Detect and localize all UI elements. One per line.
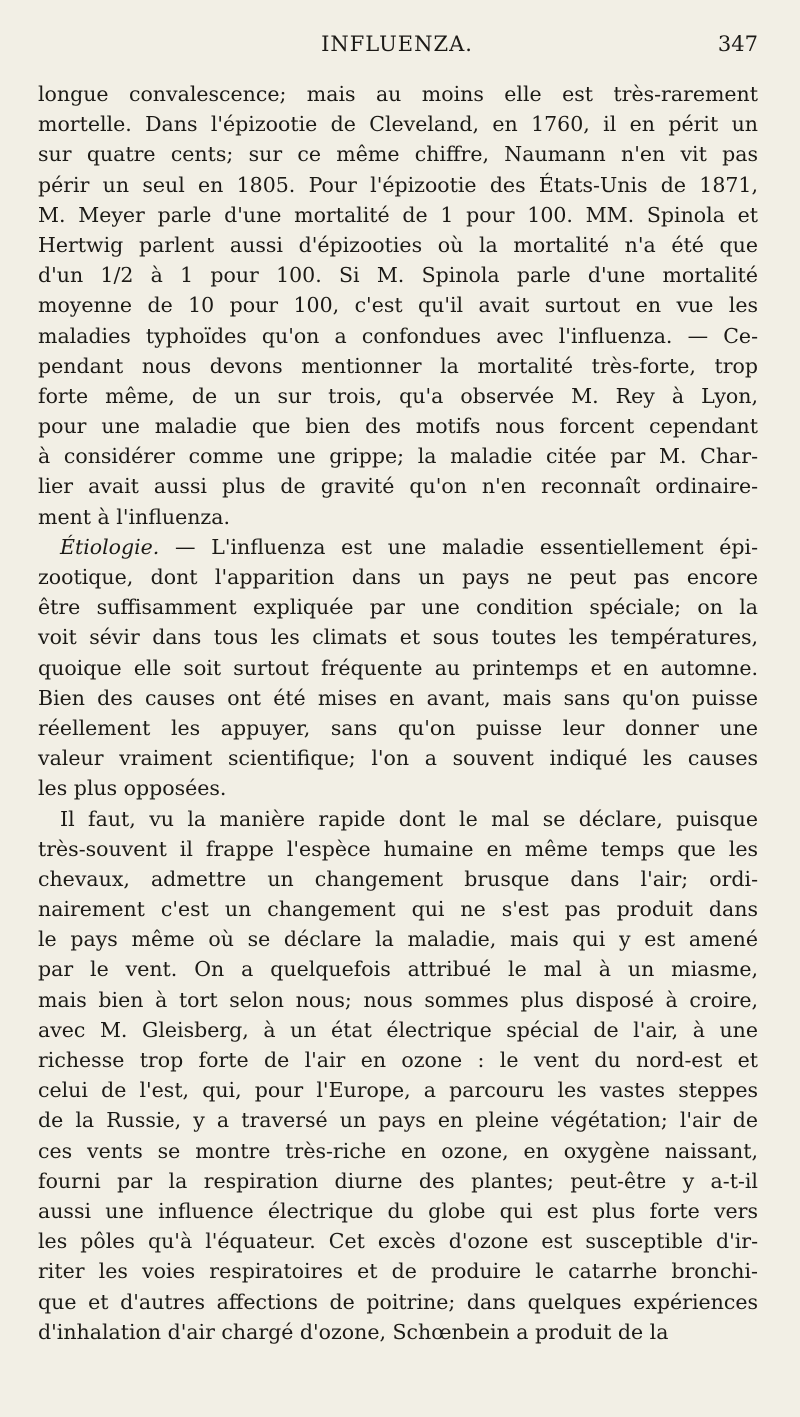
running-title: INFLUENZA.	[321, 32, 473, 56]
text-line: que et d'autres affections de poitrine; dans quelques expériences	[38, 1289, 758, 1314]
text-line: riter les voies respiratoires et de produire le catarrhe bronchi-	[38, 1259, 758, 1284]
text-line: nairement c'est un changement qui ne s'est pas produit dans	[38, 897, 758, 922]
text-line: pendant nous devons mentionner la mortalité très-forte, trop	[38, 353, 758, 378]
paragraph	[38, 532, 758, 804]
text-line: Étiologie. — L'influenza est une maladie essentiellement épi-	[60, 534, 758, 559]
text-line: d'inhalation d'air chargé d'ozone, Schœnbein a produit de la	[38, 1319, 669, 1344]
text-line: pour une maladie que bien des motifs nous forcent cependant	[38, 414, 758, 439]
text-line: Il faut, vu la manière rapide dont le mal se déclare, puisque	[60, 806, 758, 831]
body-text	[38, 79, 758, 1347]
text-line: fourni par la respiration diurne des plantes; peut-être y a-t-il	[38, 1168, 758, 1193]
text-line: forte même, de un sur trois, qu'a observée M. Rey à Lyon,	[38, 383, 758, 408]
page-header	[36, 32, 758, 64]
text-line: aussi une influence électrique du globe qui est plus forte vers	[38, 1198, 758, 1223]
text-line: quoique elle soit surtout fréquente au printemps et en automne.	[38, 655, 758, 680]
text-line: d'un 1/2 à 1 pour 100. Si M. Spinola parle d'une mortalité	[38, 263, 758, 288]
text-line: être suffisamment expliquée par une condition spéciale; on la	[38, 595, 758, 620]
text-line: les plus opposées.	[38, 776, 227, 801]
text-line: maladies typhoïdes qu'on a confondues avec l'influenza. — Ce-	[38, 323, 758, 348]
text-line: très-souvent il frappe l'espèce humaine en même temps que les	[38, 836, 758, 861]
text-line: les pôles qu'à l'équateur. Cet excès d'ozone est susceptible d'ir-	[38, 1229, 758, 1254]
text-line: lier avait aussi plus de gravité qu'on n'en reconnaît ordinaire-	[38, 474, 758, 499]
text-line: périr un seul en 1805. Pour l'épizootie des États-Unis de 1871,	[38, 172, 758, 197]
text-line: réellement les appuyer, sans qu'on puisse leur donner une	[38, 715, 758, 740]
text-line: chevaux, admettre un changement brusque dans l'air; ordi-	[38, 866, 758, 891]
text-line: le pays même où se déclare la maladie, mais qui y est amené	[38, 927, 758, 952]
paragraph	[38, 79, 758, 532]
text-line: Bien des causes ont été mises en avant, mais sans qu'on puisse	[38, 685, 758, 710]
text-line: richesse trop forte de l'air en ozone : le vent du nord-est et	[38, 1048, 758, 1072]
text-line: celui de l'est, qui, pour l'Europe, a parcouru les vastes steppes	[38, 1078, 758, 1103]
text-line: ces vents se montre très-riche en ozone, en oxygène naissant,	[38, 1138, 758, 1163]
text-line: M. Meyer parle d'une mortalité de 1 pour 100. MM. Spinola et	[38, 202, 758, 227]
text-line: mortelle. Dans l'épizootie de Cleveland, en 1760, il en périt un	[38, 112, 758, 137]
section-label: Étiologie.	[60, 534, 160, 559]
text-line: de la Russie, y a traversé un pays en pleine végétation; l'air de	[38, 1108, 758, 1133]
text-line: voit sévir dans tous les climats et sous toutes les températures,	[38, 625, 758, 650]
text-line: par le vent. On a quelquefois attribué le mal à un miasme,	[38, 957, 758, 982]
text-line: zootique, dont l'apparition dans un pays ne peut pas encore	[38, 565, 758, 589]
text-line: moyenne de 10 pour 100, c'est qu'il avait surtout en vue les	[38, 293, 758, 318]
text-line: mais bien à tort selon nous; nous sommes plus disposé à croire,	[38, 987, 758, 1012]
text-line: à considérer comme une grippe; la maladie citée par M. Char-	[38, 444, 758, 469]
paragraph	[38, 804, 758, 1347]
text-line: sur quatre cents; sur ce même chiffre, Naumann n'en vit pas	[38, 142, 758, 167]
text-line: longue convalescence; mais au moins elle est très-rarement	[38, 82, 758, 106]
page-number: 347	[717, 32, 758, 56]
text-line: ment à l'influenza.	[38, 504, 230, 529]
text-line: avec M. Gleisberg, à un état électrique spécial de l'air, à une	[38, 1017, 758, 1042]
text-line: Hertwig parlent aussi d'épizooties où la mortalité n'a été que	[38, 232, 758, 257]
text-line: valeur vraiment scientifique; l'on a souvent indiqué les causes	[38, 746, 758, 771]
